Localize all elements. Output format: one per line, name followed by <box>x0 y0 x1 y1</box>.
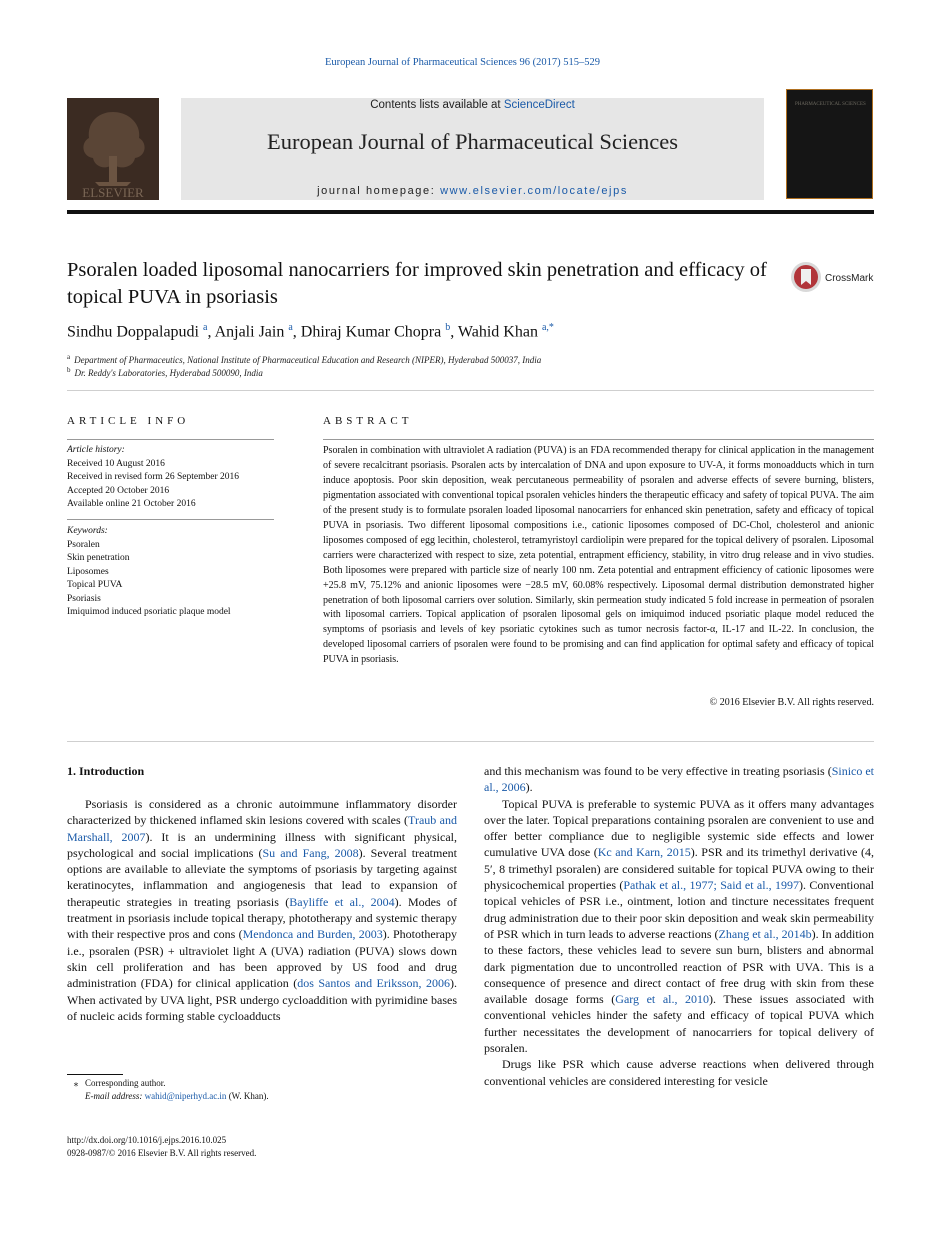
abstract-copyright: © 2016 Elsevier B.V. All rights reserved. <box>709 697 874 708</box>
citation-link[interactable]: Sinico et al., 2006 <box>484 764 875 795</box>
paragraph-text: ). In addition to these factors, these vehicles lead to severe sun burn, blisters and abnormal dark pigmentation due to uncontrolled reaction of PSR with UVA. This is a consequence of presence and direct contact of free drug with skin from these available dosage forms ( <box>484 926 875 1007</box>
footnote-divider <box>67 1074 123 1075</box>
divider <box>67 439 274 440</box>
keywords <box>67 525 277 620</box>
citation-link[interactable]: Pathak et al., 1977; Said et al., 1997 <box>623 878 799 893</box>
intro-right-column <box>484 763 874 1089</box>
author-affiliation-mark[interactable]: a <box>288 322 293 333</box>
email-note <box>85 1091 269 1101</box>
doi-link[interactable]: http://dx.doi.org/10.1016/j.ejps.2016.10.025 <box>67 1135 227 1145</box>
affiliation-text: Dr. Reddy's Laboratories, Hyderabad 500090, India <box>74 368 263 378</box>
email-link[interactable]: wahid@niperhyd.ac.in <box>144 1091 227 1101</box>
paragraph-text: ). It is an undermining illness with significant physical, psychological and social implications ( <box>67 829 457 860</box>
cover-title: PHARMACEUTICAL SCIENCES <box>795 102 866 107</box>
elsevier-logo[interactable] <box>67 98 159 200</box>
paragraph-text: ). When activated by UVA light, PSR undergo cycloaddition with pyrimidine bases of nucleic acids forming stable cycloadducts <box>67 976 458 1023</box>
citation-link[interactable]: Garg et al., 2010 <box>615 992 710 1007</box>
homepage-prefix: journal homepage: <box>317 185 441 197</box>
history-item: Available online 21 October 2016 <box>67 499 196 509</box>
header-divider <box>67 210 874 214</box>
divider <box>67 741 874 742</box>
paragraph-text: ). Modes of treatment in psoriasis include topical therapy, phototherapy and systemic therapy with their respective pros and cons ( <box>67 894 457 942</box>
author-name: Sindhu Doppalapudi <box>67 323 199 341</box>
author-list <box>67 322 867 341</box>
paragraph-text: and this mechanism was found to be very effective in treating psoriasis ( <box>484 764 832 778</box>
author-affiliation-mark[interactable]: a,* <box>541 322 554 333</box>
keyword: Skin penetration <box>67 553 130 563</box>
journal-name: European Journal of Pharmaceutical Sciences <box>266 129 679 154</box>
journal-cover-image[interactable] <box>786 89 873 199</box>
divider <box>67 390 874 391</box>
keyword: Psoriasis <box>67 593 101 604</box>
affiliation <box>67 366 263 378</box>
contents-prefix: Contents lists available at <box>370 99 504 111</box>
homepage-link[interactable]: www.elsevier.com/locate/ejps <box>440 185 628 197</box>
article-history <box>67 444 277 512</box>
elsevier-logo-text: ELSEVIER <box>82 185 144 200</box>
intro-paragraph <box>484 796 874 1057</box>
author-name: Wahid Khan <box>457 323 538 341</box>
contents-line <box>181 99 764 111</box>
paragraph-text: ). These issues associated with conventional vehicles hinder the safety and efficacy of topical PUVA which further necessitates the development of nanocarriers for topical delivery of psoralen. <box>484 992 875 1056</box>
journal-citation[interactable]: European Journal of Pharmaceutical Sciences 96 (2017) 515–529 <box>325 57 600 68</box>
email-suffix: (W. Khan). <box>226 1091 269 1101</box>
corresponding-text: Corresponding author. <box>85 1078 166 1088</box>
affiliation-mark: b <box>67 366 71 374</box>
crossmark-button[interactable] <box>790 261 890 295</box>
author-name: Dhiraj Kumar Chopra <box>300 323 442 341</box>
author-affiliation-mark[interactable]: b <box>445 322 451 333</box>
paragraph-text: ). <box>525 780 533 795</box>
paragraph-text: ). Several treatment options are available to alleviate the symptoms of psoriasis by targeting against keratinocytes, inflammation and angiogenesis that lead to expansion of therapeutic strategies in treating psoriasis ( <box>67 845 458 909</box>
intro-left-column <box>67 796 457 1024</box>
issn-line: 0928-0987/© 2016 Elsevier B.V. All rights reserved. <box>67 1148 257 1158</box>
corresponding-mark: ⁎ <box>73 1078 79 1088</box>
history-label: Article history: <box>67 445 125 455</box>
citation-link[interactable]: dos Santos and Eriksson, 2006 <box>297 976 451 991</box>
keywords-label: Keywords: <box>67 526 108 536</box>
article-title: Psoralen loaded liposomal nanocarriers for improved skin penetration and efficacy of topical PUVA in psoriasis <box>67 259 767 308</box>
paragraph-text: ). Conventional topical vehicles of PSR i.e., ointment, lotion and tincture necessitates frequent drug administration due to their poor skin deposition and weak skin permeability of PSR which in turn leads to adverse reactions ( <box>484 878 874 941</box>
author-separator: , <box>207 323 215 341</box>
keyword: Topical PUVA <box>67 580 123 590</box>
keyword: Imiquimod induced psoriatic plaque model <box>67 607 231 617</box>
author-separator: , <box>292 323 301 341</box>
citation-link[interactable]: Su and Fang, 2008 <box>262 845 359 860</box>
keyword: Liposomes <box>67 566 109 577</box>
affiliation <box>67 353 541 365</box>
author-affiliation-mark[interactable]: a <box>203 322 208 333</box>
author-name: Anjali Jain <box>214 323 285 341</box>
citation-link[interactable]: Kc and Karn, 2015 <box>597 845 691 860</box>
citation-link[interactable]: Zhang et al., 2014b <box>718 926 812 941</box>
corresponding-author-note <box>67 1078 166 1089</box>
paragraph-text: Psoriasis is considered as a chronic autoimmune inflammatory disorder characterized by thickened inflamed skin lesions covered with scales ( <box>67 797 457 828</box>
crossmark-icon <box>790 261 822 293</box>
introduction-heading: 1. Introduction <box>67 764 145 778</box>
citation-link[interactable]: Bayliffe et al., 2004 <box>289 894 395 909</box>
divider <box>323 439 874 440</box>
email-label: E-mail address: <box>85 1091 145 1101</box>
author-separator: , <box>450 323 458 341</box>
keyword: Psoralen <box>67 539 100 550</box>
intro-paragraph <box>484 763 874 796</box>
paragraph-text: Topical PUVA is preferable to systemic PUVA as it offers many advantages over the later. Topical preparations containing psoralen are convenient to use and offer better compliance due to negligible systemic side effects and lower cumulative UVA dose ( <box>484 796 874 860</box>
crossmark-label: CrossMark <box>825 273 874 284</box>
history-item: Received 10 August 2016 <box>67 458 165 469</box>
divider <box>67 519 274 520</box>
citation-link[interactable]: Mendonca and Burden, 2003 <box>242 927 383 942</box>
history-item: Accepted 20 October 2016 <box>67 485 170 496</box>
paragraph-text: Drugs like PSR which cause adverse reactions when delivered through conventional vehicles are considered interesting for vesicle <box>484 1057 874 1088</box>
affiliation-text: Department of Pharmaceutics, National Institute of Pharmaceutical Education and Research (NIPER), Hyderabad 500037, India <box>74 355 542 365</box>
article-info-heading: ARTICLE INFO <box>67 415 190 427</box>
paragraph-text: ). Phototherapy i.e., psoralen (PSR) + ultraviolet light A (UVA) radiation (PUVA) slows down skin cell proliferation and has been approved by US food and drug administration (FDA) for clinical application ( <box>67 927 457 991</box>
citation-link[interactable]: Traub and Marshall, 2007 <box>67 813 457 844</box>
sciencedirect-link[interactable]: ScienceDirect <box>503 99 575 111</box>
affiliation-mark: a <box>67 353 71 361</box>
intro-paragraph <box>484 1056 874 1089</box>
abstract-heading: ABSTRACT <box>323 415 413 427</box>
intro-paragraph <box>67 796 457 1024</box>
history-item: Received in revised form 26 September 2016 <box>67 472 240 482</box>
journal-homepage <box>181 185 764 197</box>
abstract-text: Psoralen in combination with ultraviolet A radiation (PUVA) is an FDA recommended therapy for clinical application in the management of severe recalcitrant psoriasis. Psoralen acts by intercalation of DNA and upon exposure to UV-A, it forms monoadducts which in turn induce apoptosis. Poor skin deposition, weak percutaneous permeability of psoralen and adverse effects of severe burning, blisters, pigmentation associated with conventional topical psoralen vehicles hinders the therapeutic efficacy and safety of topical PUVA. The aim of the present study is to formulate psoralen loaded liposomal nanocarriers for enhanced skin penetration, safety and efficacy of topical PUVA in psoriasis. Two different liposomal compositions i.e., cationic liposomes composed of DC-Chol, cholesterol and anionic liposomes composed of egg lecithin, cholesterol, tetramyristoyl cardiolipin were prepared for the topical delivery of psoralen. Liposomal carriers were characterized with respect to size, zeta potential, entrapment efficiency, stability, in vitro drug release and in vivo studies. Both liposomes were prepared with particle size of nearly 100 nm. Zeta potential and entrapment efficiency of cationic liposomes were +25.8 mV, 75.12% and anionic liposomes were −28.5 mV, 60.08% respectively. Liposomal dermal distribution demonstrated higher penetration of both liposomal carriers over solution. Similarly, skin permeation study indicated 5 fold increase in permeation of psoralen with liposomal carriers. Topical application of psoralen liposomal gels on imiquimod induced psoriatic plaque model reduced the symptoms of psoriasis and levels of key psoriatic cytokines such as tumor necrosis factor-α, IL-17 and IL-22. In conclusion, the developed liposomal carriers of psoralen were found to be promising and can find application for optimal safety and efficacy of topical PUVA in psoriasis. <box>323 445 874 666</box>
paragraph-text: ). PSR and its trimethyl derivative (4, 5′, 8 trimethyl psoralen) are considered suitable for topical PUVA owing to their physicochemical properties ( <box>484 845 874 893</box>
